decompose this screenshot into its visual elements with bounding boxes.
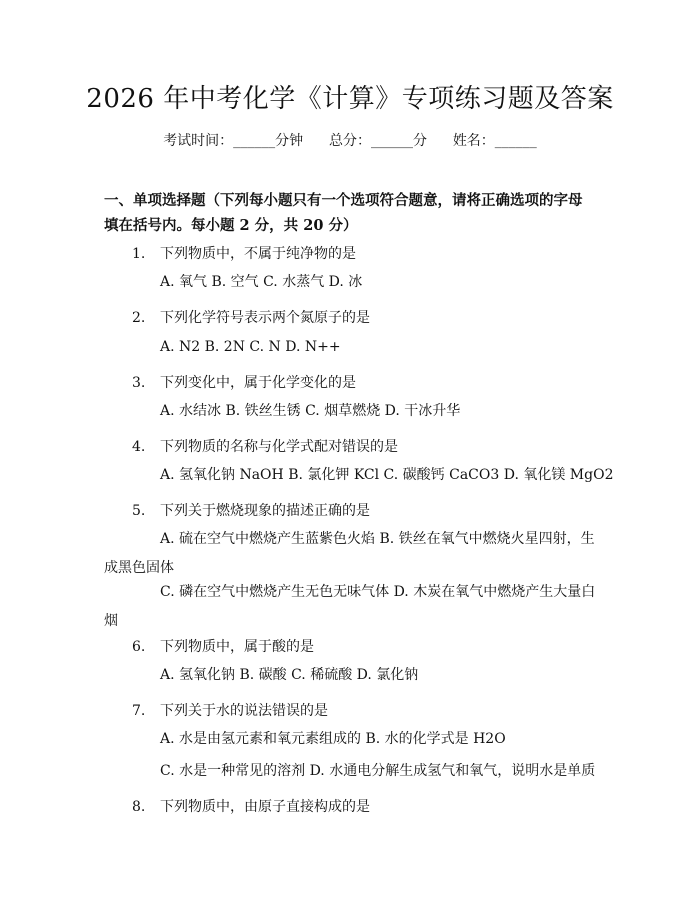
exam-info [0, 131, 700, 151]
question-number: 5. [132, 503, 146, 519]
question-text: 下列化学符号表示两个氮原子的是 [160, 310, 370, 326]
question-number: 3. [132, 375, 146, 391]
document-title: 2026 年中考化学《计算》专项练习题及答案 [86, 84, 614, 114]
question-text: 下列物质中，属于酸的是 [160, 639, 314, 655]
question-number: 7. [132, 703, 146, 719]
exam-time: 考试时间：______分钟 [163, 133, 304, 149]
question-text: 下列变化中，属于化学变化的是 [160, 375, 356, 391]
exam-score: 总分：______分 [329, 133, 427, 149]
question-4-options: A. 氢氧化钠 NaOH B. 氯化钾 KCl C. 碳酸钙 CaCO3 D. 氧化镁 MgO2 [160, 467, 614, 483]
question-3-options: A. 水结冰 B. 铁丝生锈 C. 烟草燃烧 D. 干冰升华 [160, 403, 461, 419]
question-number: 2. [132, 310, 146, 326]
question-number: 6. [132, 639, 146, 655]
question-5-options-ab: A. 硫在空气中燃烧产生蓝紫色火焰 B. 铁丝在氧气中燃烧火星四射，生成黑色固体 [104, 531, 595, 576]
question-7-options-cd: C. 水是一种常见的溶剂 D. 水通电分解生成氢气和氧气，说明水是单质 [160, 763, 596, 779]
question-text: 下列物质的名称与化学式配对错误的是 [160, 439, 398, 455]
question-6-options: A. 氢氧化钠 B. 碳酸 C. 稀硫酸 D. 氯化钠 [160, 667, 419, 683]
question-text: 下列物质中，由原子直接构成的是 [160, 799, 370, 815]
question-text: 下列关于燃烧现象的描述正确的是 [160, 503, 370, 519]
question-number: 1. [132, 246, 146, 262]
section-heading: 一、单项选择题（下列每小题只有一个选项符合题意，请将正确选项的字母填在括号内。每小题 2 分，共 20 分） [104, 192, 583, 234]
exam-name: 姓名：______ [452, 133, 537, 149]
question-text: 下列物质中，不属于纯净物的是 [160, 246, 356, 262]
question-1-options: A. 氧气 B. 空气 C. 水蒸气 D. 冰 [160, 274, 363, 290]
question-2-options: A. N2 B. 2N C. N D. N++ [160, 339, 341, 355]
question-number: 4. [132, 439, 146, 455]
question-text: 下列关于水的说法错误的是 [160, 703, 328, 719]
question-7-options-ab: A. 水是由氢元素和氧元素组成的 B. 水的化学式是 H2O [160, 731, 506, 747]
question-5-options-cd: C. 磷在空气中燃烧产生无色无味气体 D. 木炭在氧气中燃烧产生大量白烟 [104, 584, 596, 629]
question-number: 8. [132, 799, 146, 815]
